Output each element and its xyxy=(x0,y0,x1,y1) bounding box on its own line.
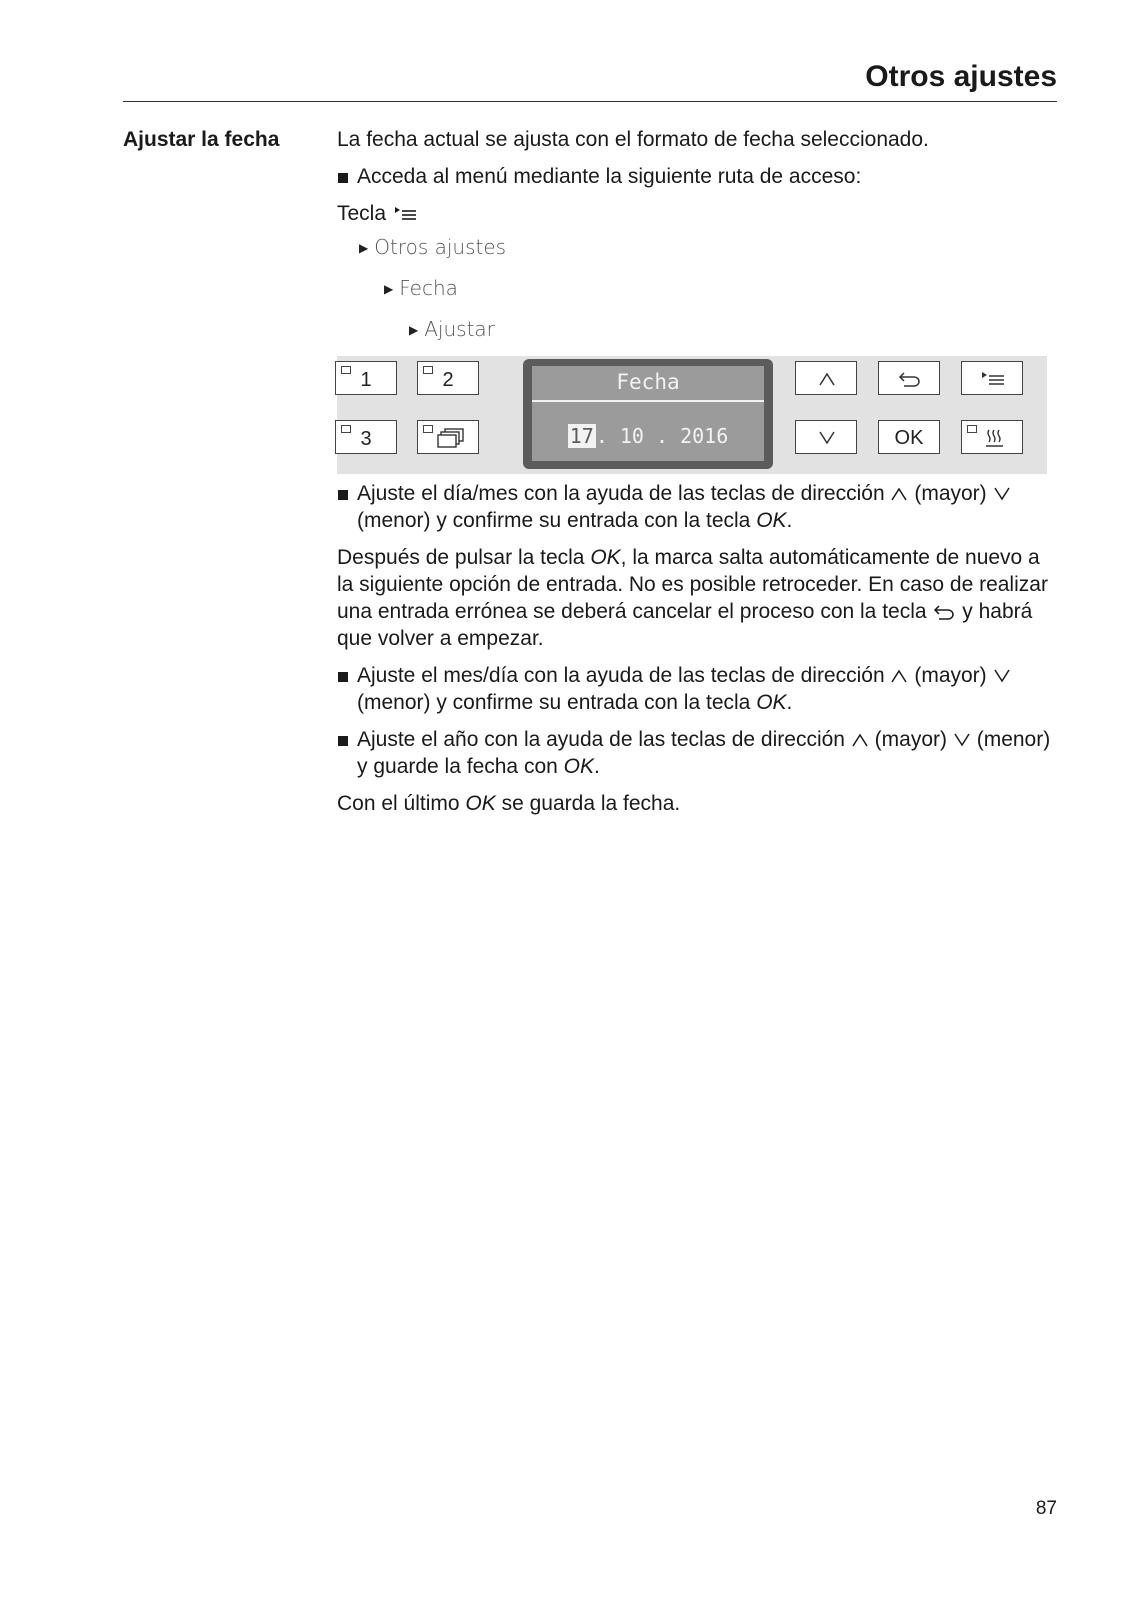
key-multi-window[interactable] xyxy=(417,420,479,454)
key-down[interactable] xyxy=(795,420,857,454)
tecla-line: Tecla xyxy=(337,200,1057,227)
back-icon xyxy=(932,603,956,621)
down-arrow-icon xyxy=(993,486,1011,502)
up-arrow-icon xyxy=(890,486,908,502)
key-back[interactable] xyxy=(878,361,940,395)
key-heat[interactable] xyxy=(961,420,1023,454)
up-arrow-icon xyxy=(817,371,837,387)
bullet-icon xyxy=(338,173,348,183)
led-indicator xyxy=(341,425,351,433)
section-heading: Ajustar la fecha xyxy=(123,128,280,151)
lcd-display xyxy=(523,359,773,469)
step-day-month: Ajuste el día/mes con la ayuda de las teclas de dirección (mayor) (menor) y confirme su entrada con la tecla OK. xyxy=(337,480,1057,534)
explanation-paragraph: Después de pulsar la tecla OK, la marca salta automáticamente de nuevo a la siguiente opción de entrada. No es posible retroceder. En caso de realizar una entrada errónea se deberá cancelar el proceso con la tecla y habrá que volver a empezar. xyxy=(337,546,1048,650)
display-title: Fecha xyxy=(616,370,680,394)
menu-icon xyxy=(392,204,418,224)
bullet-icon xyxy=(338,736,348,746)
key-3[interactable]: 3 xyxy=(335,420,397,454)
key-ok[interactable]: OK xyxy=(878,420,940,454)
control-panel xyxy=(337,356,1047,474)
led-indicator xyxy=(967,425,977,433)
menu-icon xyxy=(979,369,1007,389)
closing-text: Con el último OK se guarda la fecha. xyxy=(337,792,681,815)
display-date: 17 . 10 . 2016 xyxy=(569,424,729,448)
down-arrow-icon xyxy=(993,668,1011,684)
intro-text: La fecha actual se ajusta con el formato de fecha seleccionado. xyxy=(337,128,929,151)
step-month-day: Ajuste el mes/día con la ayuda de las teclas de dirección (mayor) (menor) y confirme su entrada con la tecla OK. xyxy=(337,662,1057,716)
led-indicator xyxy=(423,425,433,433)
key-up[interactable] xyxy=(795,361,857,395)
down-arrow-icon xyxy=(817,430,837,446)
heat-icon xyxy=(984,427,1006,449)
step-year: Ajuste el año con la ayuda de las teclas de dirección (mayor) (menor) y guarde la fecha con OK. xyxy=(337,726,1057,780)
up-arrow-icon xyxy=(890,668,908,684)
step-access: Acceda al menú mediante la siguiente ruta de acceso: xyxy=(337,163,1057,190)
key-1[interactable]: 1 xyxy=(335,361,397,395)
page-number: 87 xyxy=(1035,1498,1057,1519)
page-header-title: Otros ajustes xyxy=(865,60,1057,93)
bullet-icon xyxy=(338,672,348,682)
led-indicator xyxy=(341,366,351,374)
menu-path-item-2: ▶ Fecha xyxy=(384,276,458,300)
triangle-right-icon: ▶ xyxy=(409,323,419,337)
header-divider xyxy=(123,101,1057,102)
instructions xyxy=(337,480,1057,827)
key-menu[interactable] xyxy=(961,361,1023,395)
menu-path-item-3: ▶ Ajustar xyxy=(409,317,495,341)
down-arrow-icon xyxy=(953,732,971,748)
multi-window-icon xyxy=(437,427,467,449)
triangle-right-icon: ▶ xyxy=(359,241,369,255)
bullet-icon xyxy=(338,490,348,500)
section-content xyxy=(337,126,1057,358)
led-indicator xyxy=(423,366,433,374)
triangle-right-icon: ▶ xyxy=(384,282,394,296)
selected-day: 17 xyxy=(569,424,594,448)
back-icon xyxy=(897,370,923,388)
key-2[interactable]: 2 xyxy=(417,361,479,395)
display-divider xyxy=(532,400,764,402)
up-arrow-icon xyxy=(851,732,869,748)
menu-path-item-1: ▶ Otros ajustes xyxy=(359,235,507,259)
